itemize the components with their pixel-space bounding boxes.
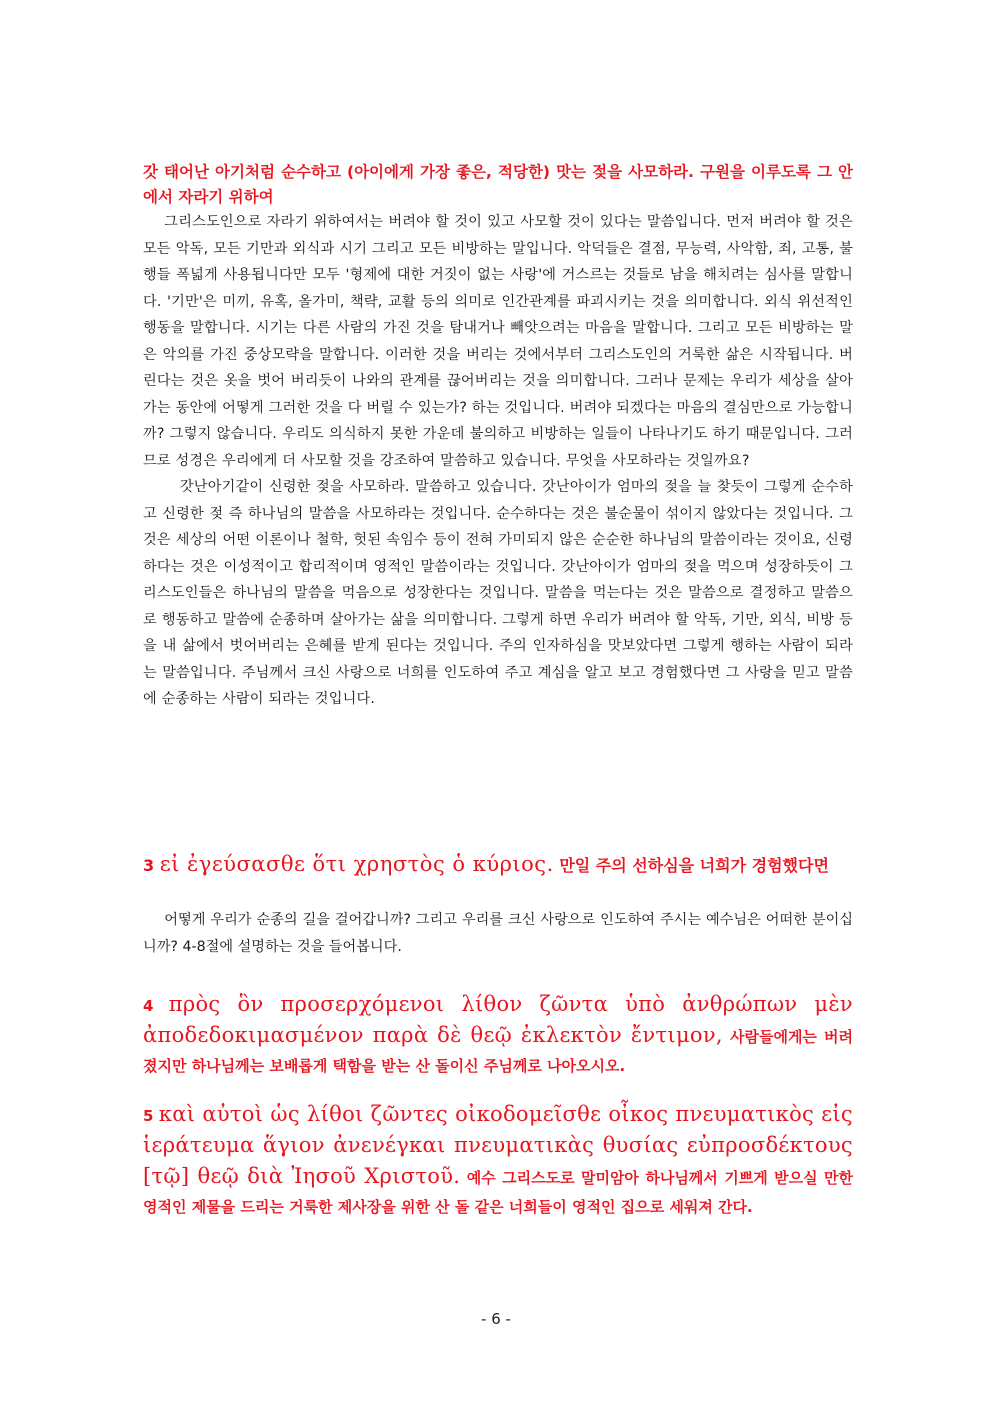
verse-3 — [143, 850, 853, 880]
verse-number: 5 — [143, 1107, 154, 1125]
verse-5 — [143, 1100, 853, 1222]
verse-korean: 예수 그리스도로 말미암아 하나님께서 기쁘게 받으실 만한 영적인 제물을 드리는 거룩한 제사장을 위한 산 돌 같은 너희들이 영적인 집으로 세워져 간다. — [143, 1169, 853, 1216]
verse-number: 3 — [143, 856, 155, 875]
page-number: - 6 - — [481, 1310, 511, 1328]
paragraph: 그리스도인으로 자라기 위하여서는 버려야 할 것이 있고 사모할 것이 있다는 말씀입니다. 먼저 버려야 할 것은 모든 악독, 모든 기만과 외식과 시기 그리고 모든 비방하는 말입니다. 악덕들은 결점, 무능력, 사악함, 죄, 고통, 불행들 폭넓게 사용됩니다만 모두 '형제에 대한 거짓이 없는 사랑'에 거스르는 것들로 남을 해치려는 심사를 말합니다. '기만'은 미끼, 유혹, 올가미, 책략, 교활 등의 의미로 인간관계를 파괴시키는 것을 의미합니다. 외식 위선적인 행동을 말합니다. 시기는 다른 사람의 가진 것을 탐내거나 빼앗으려는 마음을 말합니다. 그리고 모든 비방하는 말은 악의를 가진 중상모략을 말합니다. 이러한 것을 버리는 것에서부터 그리스도인의 거룩한 삶은 시작됩니다. 버린다는 것은 옷을 벗어 버리듯이 나와의 관계를 끊어버리는 것을 의미합니다. 그러나 문제는 우리가 세상을 살아가는 동안에 어떻게 그러한 것을 다 버릴 수 있는가? 하는 것입니다. 버려야 되겠다는 마음의 결심만으로 가능합니까? 그렇지 않습니다. 우리도 의식하지 못한 가운데 불의하고 비방하는 일들이 나타나기도 하기 때문입니다. 그러므로 성경은 우리에게 더 사모할 것을 강조하여 말씀하고 있습니다. 무엇을 사모하라는 것일까요? — [143, 214, 853, 469]
verse-greek: καὶ αὐτοὶ ὡς λίθοι ζῶντες οἰκοδομεῖσθε οἶκος πνευματικὸς εἰς ἱεράτευμα ἅγιον ἀνενέγκαι πνευματικὰς θυσίας εὐπροσδέκτους [τῷ] θεῷ διὰ Ἰησοῦ Χριστοῦ. — [143, 1102, 853, 1188]
verse-4 — [143, 990, 853, 1081]
transition-paragraph: 어떻게 우리가 순종의 길을 걸어갑니까? 그리고 우리를 크신 사랑으로 인도하여 주시는 예수님은 어떠한 분이십니까? 4-8절에 설명하는 것을 들어봅니다. — [143, 912, 853, 955]
verse-korean: 만일 주의 선하심을 너희가 경험했다면 — [559, 856, 829, 875]
commentary-body — [143, 209, 853, 713]
verse-greek: πρὸς ὃν προσερχόμενοι λίθον ζῶντα ὑπὸ ἀνθρώπων μὲν ἀποδεδοκιμασμένον παρὰ δὲ θεῷ ἐκλεκτὸν ἔντιμον, — [143, 992, 853, 1047]
verse-number: 4 — [143, 997, 154, 1015]
paragraph: 갓난아기같이 신령한 젖을 사모하라. 말씀하고 있습니다. 갓난아이가 엄마의 젖을 늘 찾듯이 그렇게 순수하고 신령한 젖 즉 하나님의 말씀을 사모하라는 것입니다. 순수하다는 것은 불순물이 섞이지 않았다는 것입니다. 그것은 세상의 어떤 이론이나 철학, 헛된 속임수 등이 전혀 가미되지 않은 순순한 하나님의 말씀이라는 것이요, 신령하다는 것은 이성적이고 합리적이며 영적인 말씀이라는 것입니다. 갓난아이가 엄마의 젖을 먹으며 성장하듯이 그리스도인들은 하나님의 말씀을 먹음으로 성장한다는 것입니다. 말씀을 먹는다는 것은 말씀으로 결정하고 말씀으로 행동하고 말씀에 순종하며 살아가는 삶을 의미합니다. 그렇게 하면 우리가 버려야 할 악독, 기만, 외식, 비방 등을 내 삶에서 벗어버리는 은혜를 받게 된다는 것입니다. 주의 인자하심을 맛보았다면 그렇게 행하는 사람이 되라는 말씀입니다. 주님께서 크신 사랑으로 너희를 인도하여 주고 계심을 알고 보고 경험했다면 그 사랑을 믿고 말씀에 순종하는 사람이 되라는 것입니다. — [143, 479, 853, 707]
verse-greek: εἰ ἐγεύσασθε ὅτι χρηστὸς ὁ κύριος. — [159, 852, 554, 876]
verse-korean: 사람들에게는 버려졌지만 하나님께는 보배롭게 택함을 받는 산 돌이신 주님께로 나아오시오. — [143, 1028, 853, 1075]
section-heading: 갓 태어난 아기처럼 순수하고 (아이에게 가장 좋은, 적당한) 맛는 젖을 사모하라. 구원을 이루도록 그 안에서 자라기 위하여 — [143, 163, 853, 206]
